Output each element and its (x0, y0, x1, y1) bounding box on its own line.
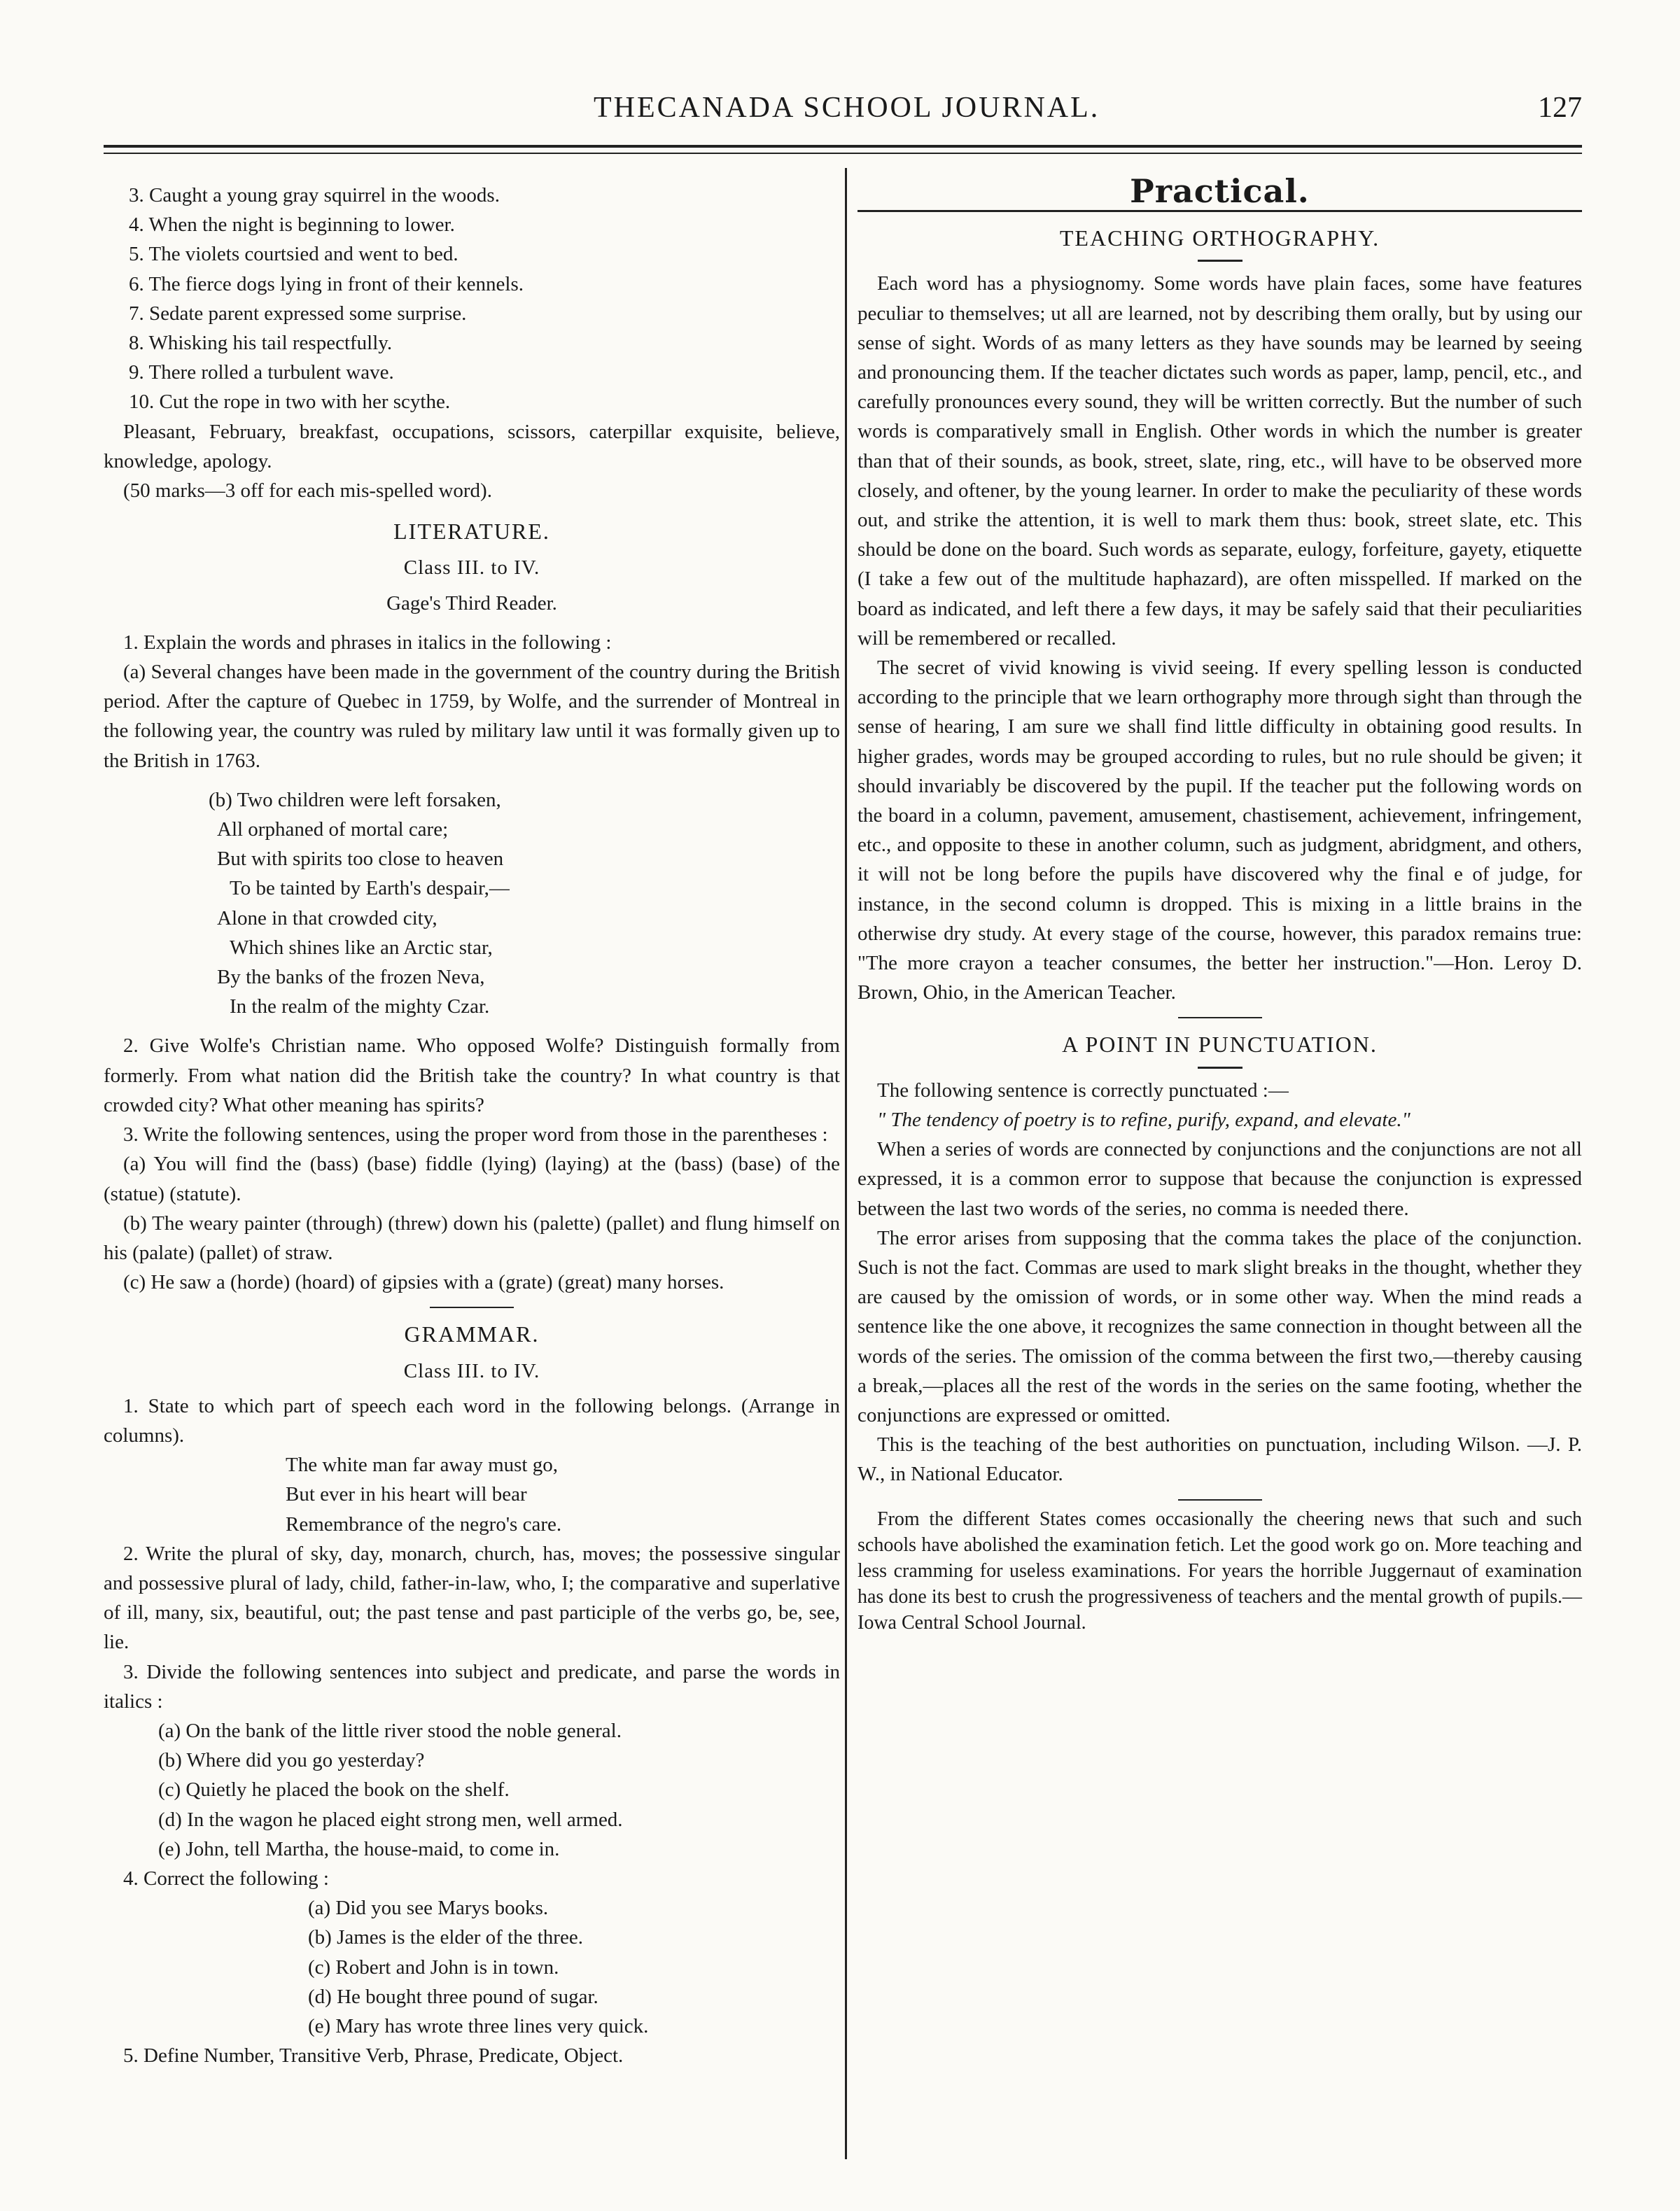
list-item: (c) Quietly he placed the book on the shelf. (158, 1778, 510, 1802)
literature-q1a: (a) Several changes have been made in the government of the country during the British period. After the capture of Quebec in 1759, by Wolfe, and the surrender of Montreal in the following year, the country was ruled by military law until it was formally given up to the British in 1763. (104, 661, 840, 772)
punctuation-paragraph: The error arises from supposing that the comma takes the place of the conjunction. Such is not the fact. Commas are used to mark slight breaks in the thought, whether they are caused by the omission of words, or in some other way. When the mind reads a sentence like the one above, it recognizes the same connection in thought between all the words of the series. The omission of the comma between the first two,—thereby causing a break,—places all the rest of the words in the series on the same footing, whether the conjunctions are expressed or omitted. (858, 1226, 1582, 1426)
section-title: Practical. (1130, 172, 1310, 210)
literature-q3b: (b) The weary painter (through) (threw) down his (palette) (pallet) and flung himself on his (palate) (pallet) of straw. (104, 1212, 840, 1264)
page-number: 127 (1538, 92, 1582, 124)
section-title-rule (858, 210, 1582, 212)
list-item: 8. Whisking his tail respectfully. (129, 332, 393, 355)
literature-q3c: (c) He saw a (horde) (hoard) of gipsies with a (grate) (great) many horses. (123, 1271, 724, 1294)
literature-q3: 3. Write the following sentences, using the proper word from those in the parentheses : (123, 1123, 828, 1146)
running-title: THECANADA SCHOOL JOURNAL. (594, 92, 1100, 124)
grammar-q4-list (104, 1893, 840, 2041)
literature-heading: LITERATURE. (393, 519, 550, 545)
list-item: (d) He bought three pound of sugar. (308, 1985, 598, 2008)
list-item: (b) James is the elder of the three. (308, 1926, 583, 1949)
page-header (104, 91, 1582, 133)
list-item: (e) Mary has wrote three lines very quick. (308, 2014, 649, 2037)
verse-line: The white man far away must go, (286, 1454, 558, 1477)
list-item: (d) In the wagon he placed eight strong men, well armed. (158, 1808, 623, 1831)
punctuation-quote: " The tendency of poetry is to refine, purify, expand, and elevate." (877, 1108, 1410, 1131)
list-item: (a) Did you see Marys books. (308, 1897, 549, 1920)
left-column (104, 181, 840, 2070)
grammar-class: Class III. to IV. (403, 1359, 540, 1382)
word-list: Pleasant, February, breakfast, occupations, scissors, caterpillar exquisite, believe, knowledge, apology. (104, 420, 840, 472)
poem-line: By the banks of the frozen Neva, (217, 966, 485, 989)
section-divider (430, 1307, 514, 1308)
poem-line: (b) Two children were left forsaken, (209, 788, 501, 811)
list-item: 3. Caught a young gray squirrel in the woods. (129, 184, 500, 206)
heading-rule (1198, 260, 1242, 262)
literature-q1: 1. Explain the words and phrases in italics in the following : (123, 631, 612, 654)
header-rule (104, 145, 1582, 148)
grammar-q5: 5. Define Number, Transitive Verb, Phrase, Predicate, Object. (123, 2044, 624, 2068)
list-item: (c) Robert and John is in town. (308, 1956, 559, 1979)
list-item: 7. Sedate parent expressed some surprise. (129, 302, 467, 325)
grammar-q4: 4. Correct the following : (123, 1867, 329, 1890)
punctuation-heading: A POINT IN PUNCTUATION. (1062, 1032, 1378, 1058)
orthography-paragraph: Each word has a physiognomy. Some words have plain faces, some have features peculiar to themselves; ut all are learned, not by describing them orally, but by using our sense of sight. Words of as many letters as they have sounds may be learned by seeing and pronouncing them. If the teacher dictates such words as paper, lamp, pencil, etc., and carefully pronounces every sound, they will be written correctly. But the number of such words is comparatively small in English. Other words in which the number is greater than that of their sounds, as book, street, slate, ring, etc., will have to be observed more closely, and oftener, by the young learner. In order to make the peculiarity of these words out, and strike the attention, it is well to mark them thus: book, street slate, etc. This should be done on the board. Such words as separate, eulogy, forfeiture, gayety, etiquette (I take a few out of the multitude haphazard), are often misspelled. If marked on the board as indicated, and left there a few days, it may be safely said that their peculiarities will be remembered or recalled. (858, 272, 1582, 650)
grammar-verse (104, 1450, 840, 1539)
poem (104, 785, 840, 1022)
list-item: 5. The violets courtsied and went to bed. (129, 243, 458, 266)
grammar-q1: 1. State to which part of speech each word in the following belongs. (Arrange in columns). (104, 1394, 840, 1447)
literature-q2: 2. Give Wolfe's Christian name. Who opposed Wolfe? Distinguish formally from formerly. From what nation did the British take the country? In what country is that crowded city? What other meaning has spirits? (104, 1034, 840, 1116)
punctuation-paragraph: The following sentence is correctly punctuated :— (877, 1079, 1289, 1102)
marks-note: (50 marks—3 off for each mis-spelled word). (123, 479, 492, 503)
poem-line: But with spirits too close to heaven (217, 848, 504, 871)
verse-line: But ever in his heart will bear (286, 1483, 527, 1506)
poem-line: All orphaned of mortal care; (217, 818, 449, 841)
grammar-q3-list (104, 1716, 840, 1864)
header-rule-thin (104, 153, 1582, 154)
grammar-q2: 2. Write the plural of sky, day, monarch, church, has, moves; the possessive singular and possessive plural of lady, child, father-in-law, who, I; the comparative and superlative of ill, many, six, beautiful, out; the past tense and past participle of the verbs go, be, see, lie. (104, 1542, 840, 1654)
poem-line: To be tainted by Earth's despair,— (230, 877, 510, 900)
poem-line: Alone in that crowded city, (217, 906, 438, 929)
grammar-q3: 3. Divide the following sentences into subject and predicate, and parse the words in italics : (104, 1660, 840, 1713)
orthography-heading: TEACHING ORTHOGRAPHY. (1059, 225, 1380, 251)
poem-line: Which shines like an Arctic star, (230, 936, 493, 959)
literature-q3a: (a) You will find the (bass) (base) fiddle (lying) (laying) at the (bass) (base) of the (statue) (statute). (104, 1153, 840, 1205)
literature-class: Class III. to IV. (403, 556, 540, 580)
list-item: 6. The fierce dogs lying in front of their kennels. (129, 272, 524, 295)
verse-line: Remembrance of the negro's care. (286, 1512, 562, 1536)
literature-reader: Gage's Third Reader. (386, 591, 557, 615)
section-divider (1178, 1017, 1262, 1018)
heading-rule (1198, 1067, 1242, 1069)
orthography-paragraph: The secret of vivid knowing is vivid seeing. If every spelling lesson is conducted according to the principle that we learn orthography more through sight than through the sense of hearing, I am sure we shall find little difficulty in obtaining good results. In higher grades, words may be grouped according to rules, but no rule should be given; it should invariably be discovered by the pupil. If the teacher put the following words on the board in a column, pavement, amusement, chastisement, achievement, infringement, etc., and opposite to these in another column, such as judgment, abridgment, and others, it will not be long before the pupils have discovered why the final e of judge, for instance, in the second column is dropped. This is mixing in a little brains in the otherwise dry study. At every stage of the course, however, this paradox remains true: "The more crayon a teacher consumes, the better her instruction."—Hon. Leroy D. Brown, Ohio, in the American Teacher. (858, 657, 1582, 1004)
list-item: 9. There rolled a turbulent wave. (129, 361, 394, 384)
poem-line: In the realm of the mighty Czar. (230, 995, 490, 1018)
column-divider (845, 168, 847, 2159)
list-item: (b) Where did you go yesterday? (158, 1749, 425, 1772)
list-item: 4. When the night is beginning to lower. (129, 213, 455, 237)
section-divider (1178, 1499, 1262, 1501)
right-column (858, 172, 1582, 1636)
grammar-heading: GRAMMAR. (404, 1321, 540, 1347)
punctuation-paragraph: When a series of words are connected by conjunctions and the conjunctions are not all expressed, it is a common error to suppose that because the conjunction is expressed between the last two words of the series, no comma is needed there. (858, 1138, 1582, 1220)
list-item: (a) On the bank of the little river stood the noble general. (158, 1719, 622, 1742)
punctuation-paragraph: This is the teaching of the best authorities on punctuation, including Wilson. —J. P. W., in National Educator. (858, 1433, 1582, 1486)
list-item: (e) John, tell Martha, the house-maid, to come in. (158, 1837, 560, 1860)
closing-paragraph: From the different States comes occasionally the cheering news that such and such schools have abolished the examination fetich. Let the good work go on. More teaching and less cramming for useless examinations. For years the horrible Juggernaut of examination has done its best to crush the progressiveness of teachers and the mental growth of pupils.—Iowa Central School Journal. (858, 1508, 1582, 1634)
list-item: 10. Cut the rope in two with her scythe. (129, 391, 451, 414)
spelling-list (104, 181, 840, 417)
